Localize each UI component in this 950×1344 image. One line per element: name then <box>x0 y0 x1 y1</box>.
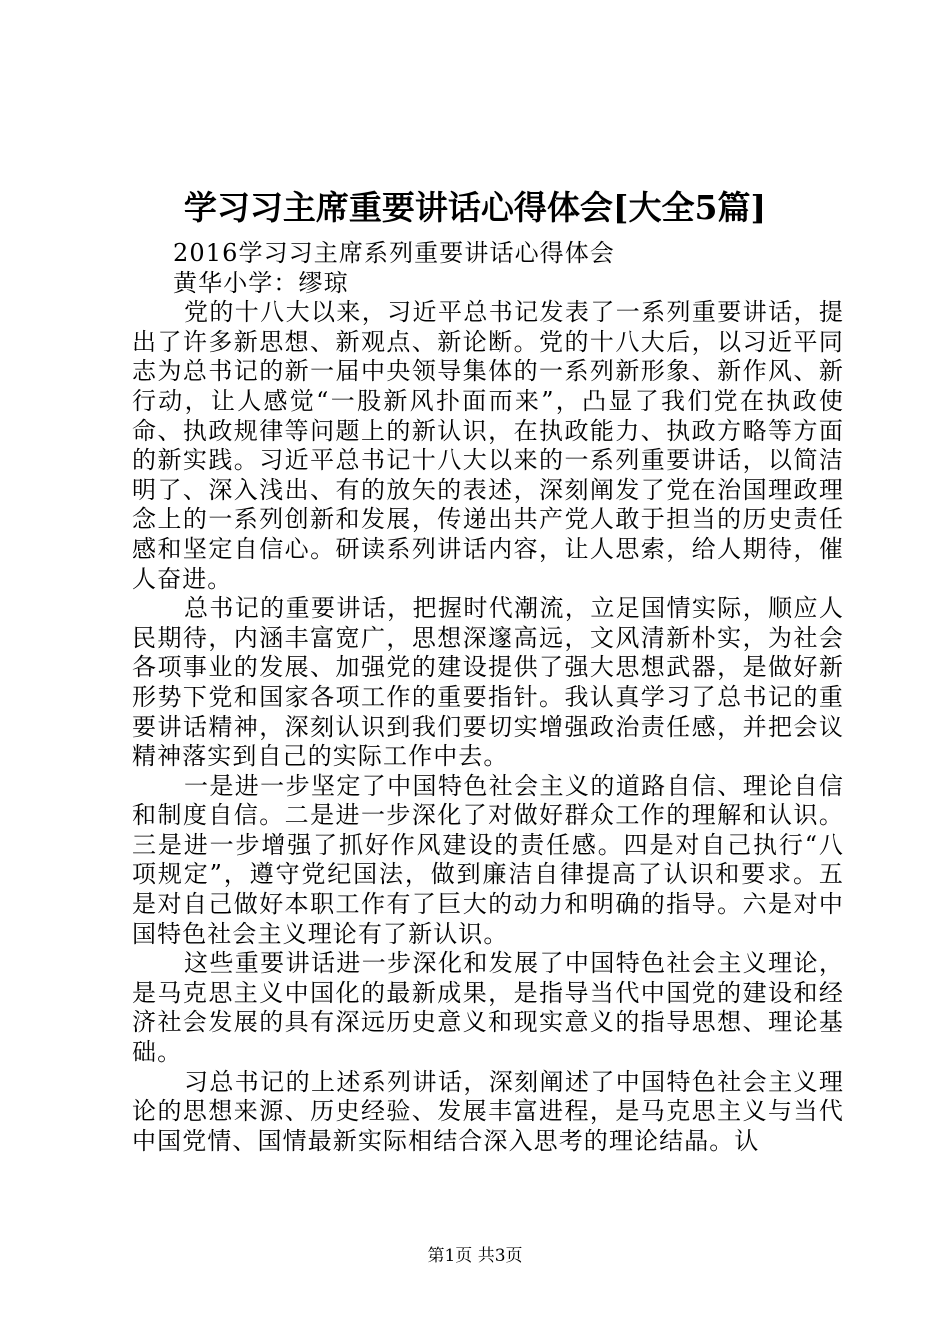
paragraph-2: 总书记的重要讲话，把握时代潮流，立足国情实际，顺应人民期待，内涵丰富宽广，思想深邃高远，文风清新朴实，为社会各项事业的发展、加强党的建设提供了强大思想武器，是做好新形势下党和国家各项工作的重要指针。我认真学习了总书记的重要讲话精神，深刻认识到我们要切实增强政治责任感，并把会议精神落实到自己的实际工作中去。 <box>132 594 844 771</box>
page-footer: 第1页 共3页 <box>427 1246 523 1266</box>
paragraph-3: 一是进一步坚定了中国特色社会主义的道路自信、理论自信和制度自信。二是进一步深化了对做好群众工作的理解和认识。三是进一步增强了抓好作风建设的责任感。四是对自己执行“八项规定”，遵守党纪国法，做到廉洁自律提高了认识和要求。五是对自己做好本职工作有了巨大的动力和明确的指导。六是对中国特色社会主义理论有了新认识。 <box>132 771 844 948</box>
paragraph-1: 党的十八大以来，习近平总书记发表了一系列重要讲话，提出了许多新思想、新观点、新论断。党的十八大后，以习近平同志为总书记的新一届中央领导集体的一系列新形象、新作风、新行动，让人感觉“一股新风扑面而来”，凸显了我们党在执政使命、执政规律等问题上的新认识，在执政能力、执政方略等方面的新实践。习近平总书记十八大以来的一系列重要讲话，以简洁明了、深入浅出、有的放矢的表述，深刻阐发了党在治国理政理念上的一系列创新和发展，传递出共产党人敢于担当的历史责任感和坚定自信心。研读系列讲话内容，让人思索，给人期待，催人奋进。 <box>132 298 844 593</box>
document-subtitle: 2016学习习主席系列重要讲话心得体会 <box>173 239 615 267</box>
paragraph-4: 这些重要讲话进一步深化和发展了中国特色社会主义理论，是马克思主义中国化的最新成果，是指导当代中国党的建设和经济社会发展的具有深远历史意义和现实意义的指导思想、理论基础。 <box>132 949 844 1067</box>
paragraph-5: 习总书记的上述系列讲话，深刻阐述了中国特色社会主义理论的思想来源、历史经验、发展丰富进程，是马克思主义与当代中国党情、国情最新实际相结合深入思考的理论结晶。认 <box>132 1067 844 1155</box>
document-body <box>132 239 844 1156</box>
document-author: 黄华小学：缪琼 <box>173 268 349 297</box>
document-title: 学习习主席重要讲话心得体会[大全5篇] <box>183 188 767 227</box>
